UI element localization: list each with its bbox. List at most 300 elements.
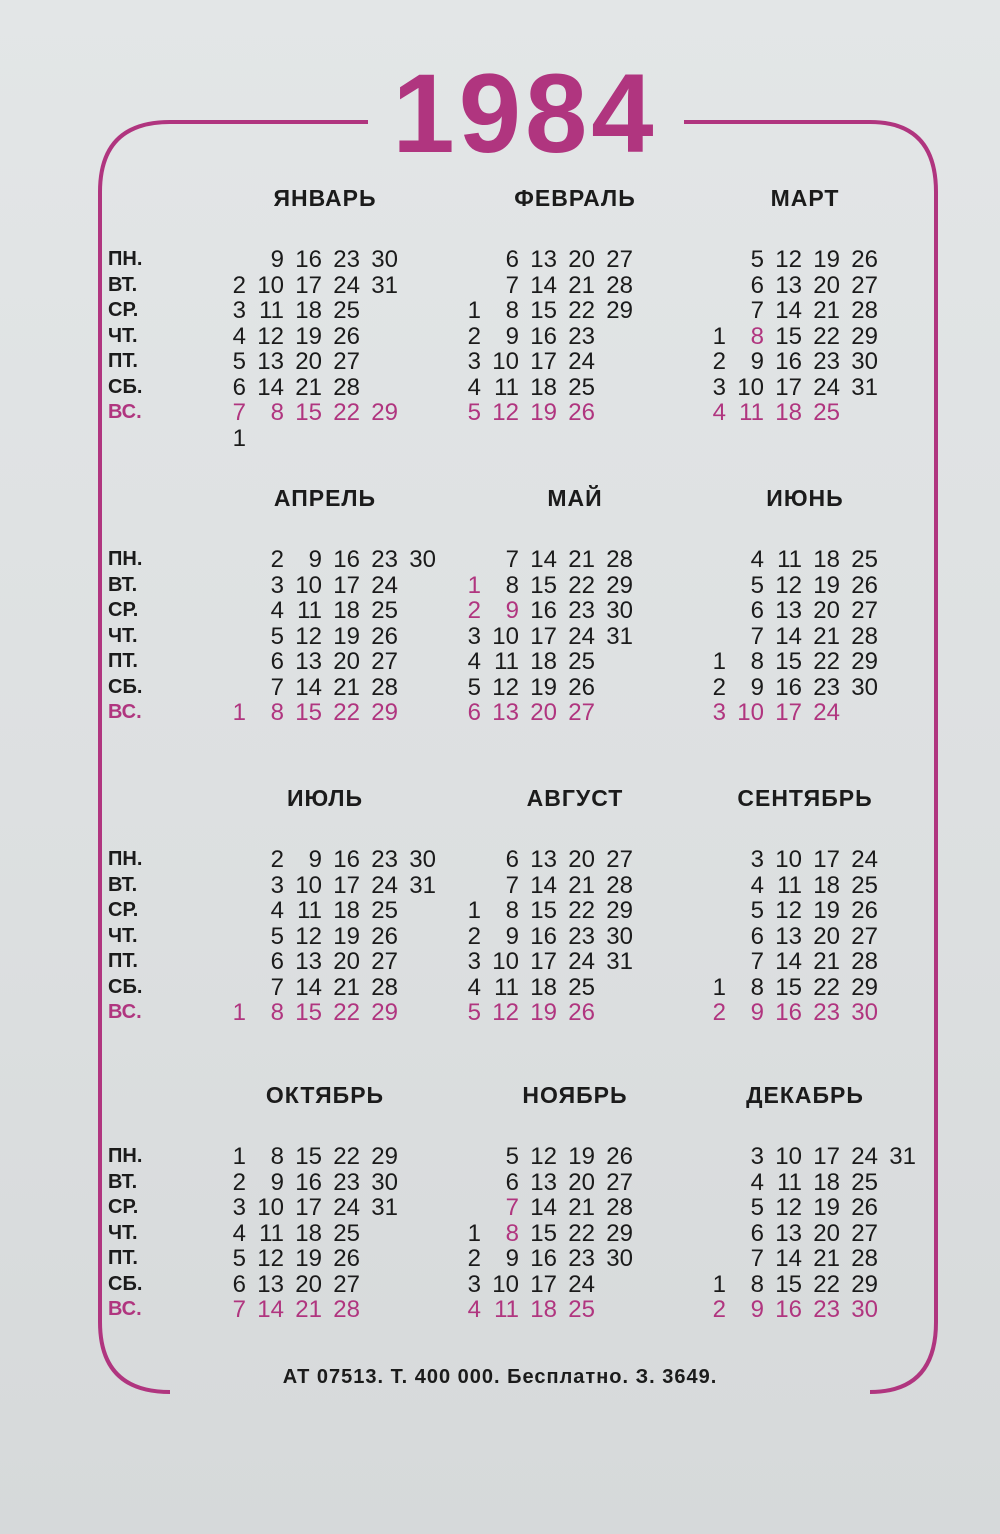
day-cell: 22: [333, 999, 360, 1026]
day-cell: 7: [270, 973, 284, 1001]
month-name: ОКТЯБРЬ: [265, 1082, 385, 1108]
day-cell: 8: [270, 1143, 284, 1170]
day-cell: 7: [505, 271, 519, 299]
day-cell: 15: [295, 1143, 322, 1170]
day-cell: 2: [232, 271, 246, 299]
day-cell: 25: [371, 897, 398, 924]
day-cell: 8: [750, 322, 764, 350]
day-cell: 10: [492, 1270, 519, 1298]
day-cell: 27: [851, 1219, 878, 1247]
day-cell: 22: [813, 648, 840, 675]
day-cell: 21: [295, 373, 322, 401]
day-cell: 6: [270, 648, 284, 675]
day-cell: 20: [530, 699, 557, 726]
day-cell: 27: [333, 1270, 360, 1298]
day-cell: 10: [775, 1143, 802, 1170]
day-cell: 2: [712, 999, 726, 1026]
day-cell: 13: [775, 271, 802, 299]
day-cell: 19: [568, 1143, 595, 1170]
weekday-label: ВС.: [108, 701, 142, 723]
day-cell: 12: [775, 1194, 802, 1221]
day-cell: 9: [750, 673, 764, 701]
day-cell: 23: [568, 597, 595, 624]
weekday-label: СР.: [108, 599, 139, 621]
day-cell: 29: [371, 399, 398, 426]
day-cell: 2: [467, 597, 481, 624]
day-cell: 5: [270, 922, 284, 950]
day-cell: 24: [333, 1194, 360, 1221]
month-name: МАЙ: [547, 485, 603, 511]
day-cell: 18: [295, 297, 322, 324]
day-cell: 14: [257, 373, 284, 401]
month-block-4: [180, 485, 450, 726]
day-cell: 5: [750, 571, 764, 599]
month-block-1: [180, 185, 450, 452]
day-cell: 11: [494, 1296, 519, 1323]
day-cell: 31: [409, 871, 436, 899]
day-cell: 7: [750, 297, 764, 324]
weekday-label: СБ.: [108, 975, 143, 998]
day-cell: 7: [750, 1245, 764, 1272]
day-cell: 26: [568, 673, 595, 701]
weekday-label: ВС.: [108, 1298, 142, 1320]
day-cell: 3: [467, 948, 481, 975]
day-cell: 23: [813, 348, 840, 375]
day-cell: 21: [813, 1245, 840, 1272]
day-cell: 15: [295, 999, 322, 1026]
weekday-labels: [108, 1144, 168, 1323]
day-cell: 20: [295, 348, 322, 375]
weekday-label: ВТ.: [108, 1170, 138, 1193]
weekday-labels: [108, 847, 168, 1026]
day-cell: 10: [737, 373, 764, 401]
day-cell: 7: [505, 546, 519, 573]
day-cell: 30: [409, 846, 436, 873]
day-cell: 23: [813, 1296, 840, 1323]
month-block-2: [455, 185, 725, 426]
day-cell: 11: [777, 871, 802, 899]
weekday-label: ПН.: [108, 548, 143, 570]
day-cell: 9: [270, 246, 284, 273]
day-cell: 28: [333, 1296, 360, 1323]
day-cell: 26: [333, 1245, 360, 1272]
day-cell: 18: [530, 373, 557, 401]
day-cell: 26: [851, 897, 878, 924]
day-cell: 10: [492, 348, 519, 375]
day-cell: 29: [371, 999, 398, 1026]
weekday-label: СБ.: [108, 375, 143, 398]
day-cell: 14: [530, 546, 557, 573]
day-cell: 14: [530, 1194, 557, 1221]
day-cell: 23: [371, 846, 398, 873]
month-name: АПРЕЛЬ: [273, 485, 377, 511]
day-cell: 17: [530, 622, 557, 650]
day-cell: 22: [813, 322, 840, 350]
day-cell: 2: [270, 846, 284, 873]
day-cell: 29: [851, 973, 878, 1001]
day-cell: 20: [295, 1270, 322, 1298]
day-cell: 15: [530, 297, 557, 324]
day-cell: 18: [530, 973, 557, 1001]
day-cell: 18: [775, 399, 802, 426]
day-cell: 11: [259, 1219, 284, 1247]
day-cell: 5: [467, 399, 481, 426]
day-cell: 30: [606, 1245, 633, 1272]
day-cell: 16: [530, 1245, 557, 1272]
day-cell: 9: [505, 597, 519, 624]
month-block-6: [690, 485, 960, 726]
year-title: 1984: [392, 51, 658, 176]
day-cell: 11: [494, 373, 519, 401]
day-cell: 30: [606, 597, 633, 624]
weekday-label: ВТ.: [108, 273, 138, 296]
weekday-label: ПТ.: [108, 650, 138, 672]
day-cell: 22: [568, 571, 595, 599]
day-cell: 29: [371, 1143, 398, 1170]
day-cell: 26: [568, 399, 595, 426]
day-cell: 1: [232, 424, 246, 452]
weekday-label: ЧТ.: [108, 1221, 138, 1244]
day-cell: 19: [530, 399, 557, 426]
day-cell: 2: [232, 1168, 246, 1196]
day-cell: 31: [889, 1143, 916, 1170]
day-cell: 4: [712, 399, 726, 426]
day-cell: 6: [505, 246, 519, 273]
day-cell: 21: [568, 871, 595, 899]
day-cell: 20: [568, 246, 595, 273]
day-cell: 11: [777, 1168, 802, 1196]
day-cell: 25: [813, 399, 840, 426]
day-cell: 12: [492, 673, 519, 701]
day-cell: 27: [371, 648, 398, 675]
day-cell: 10: [492, 948, 519, 975]
day-cell: 13: [775, 597, 802, 624]
day-cell: 17: [775, 699, 802, 726]
day-cell: 25: [568, 373, 595, 401]
day-cell: 27: [851, 922, 878, 950]
day-cell: 15: [775, 648, 802, 675]
day-cell: 3: [467, 348, 481, 375]
day-cell: 11: [739, 399, 764, 426]
day-cell: 24: [371, 871, 398, 899]
day-cell: 8: [270, 999, 284, 1026]
month-block-9: [690, 785, 960, 1026]
day-cell: 15: [530, 1219, 557, 1247]
weekday-label: ПН.: [108, 848, 143, 870]
day-cell: 20: [813, 597, 840, 624]
day-cell: 6: [232, 373, 246, 401]
day-cell: 21: [813, 622, 840, 650]
day-cell: 28: [851, 948, 878, 975]
day-cell: 23: [333, 246, 360, 273]
month-block-10: [180, 1082, 450, 1323]
day-cell: 7: [505, 871, 519, 899]
day-cell: 13: [492, 699, 519, 726]
day-cell: 16: [775, 999, 802, 1026]
day-cell: 24: [851, 1143, 878, 1170]
day-cell: 12: [775, 246, 802, 273]
day-cell: 11: [777, 546, 802, 573]
weekday-label: ЧТ.: [108, 924, 138, 947]
day-cell: 11: [259, 297, 284, 324]
day-cell: 20: [568, 846, 595, 873]
day-cell: 26: [371, 622, 398, 650]
day-cell: 23: [371, 546, 398, 573]
day-cell: 27: [851, 271, 878, 299]
day-cell: 15: [775, 1270, 802, 1298]
day-cell: 19: [530, 673, 557, 701]
day-cell: 10: [295, 571, 322, 599]
day-cell: 2: [712, 673, 726, 701]
day-cell: 9: [750, 1296, 764, 1323]
day-cell: 8: [505, 897, 519, 924]
day-cell: 24: [813, 699, 840, 726]
day-cell: 27: [333, 348, 360, 375]
day-cell: 12: [257, 322, 284, 350]
day-cell: 15: [295, 399, 322, 426]
day-cell: 26: [606, 1143, 633, 1170]
day-cell: 5: [750, 1194, 764, 1221]
weekday-label: ВТ.: [108, 573, 138, 596]
day-cell: 20: [333, 948, 360, 975]
day-cell: 29: [606, 571, 633, 599]
day-cell: 16: [775, 673, 802, 701]
day-cell: 13: [530, 246, 557, 273]
day-cell: 19: [530, 999, 557, 1026]
day-cell: 9: [270, 1168, 284, 1196]
day-cell: 24: [568, 1270, 595, 1298]
day-cell: 20: [813, 271, 840, 299]
day-cell: 3: [750, 1143, 764, 1170]
day-cell: 18: [530, 1296, 557, 1323]
day-cell: 4: [467, 1296, 481, 1323]
weekday-label: СР.: [108, 299, 139, 321]
day-cell: 18: [295, 1219, 322, 1247]
day-cell: 27: [606, 1168, 633, 1196]
day-cell: 4: [750, 871, 764, 899]
day-cell: 1: [467, 571, 481, 599]
day-cell: 30: [606, 922, 633, 950]
month-block-8: [455, 785, 725, 1026]
day-cell: 16: [775, 348, 802, 375]
day-cell: 5: [467, 673, 481, 701]
day-cell: 26: [333, 322, 360, 350]
day-cell: 19: [333, 622, 360, 650]
day-cell: 10: [775, 846, 802, 873]
day-cell: 1: [712, 648, 726, 675]
day-cell: 30: [409, 546, 436, 573]
day-cell: 15: [295, 699, 322, 726]
month-name: ФЕВРАЛЬ: [514, 185, 636, 211]
day-cell: 19: [813, 897, 840, 924]
day-cell: 3: [467, 622, 481, 650]
day-cell: 19: [295, 322, 322, 350]
day-cell: 25: [371, 597, 398, 624]
day-cell: 24: [568, 348, 595, 375]
day-cell: 19: [813, 246, 840, 273]
day-cell: 9: [750, 999, 764, 1026]
day-cell: 23: [568, 922, 595, 950]
weekday-label: ПТ.: [108, 350, 138, 372]
day-cell: 30: [851, 1296, 878, 1323]
day-cell: 2: [270, 546, 284, 573]
month-block-12: [690, 1082, 960, 1323]
day-cell: 28: [371, 673, 398, 701]
day-cell: 8: [505, 297, 519, 324]
day-cell: 22: [333, 399, 360, 426]
day-cell: 28: [371, 973, 398, 1001]
day-cell: 23: [813, 999, 840, 1026]
day-cell: 3: [467, 1270, 481, 1298]
day-cell: 18: [333, 597, 360, 624]
day-cell: 10: [295, 871, 322, 899]
day-cell: 9: [750, 348, 764, 375]
day-cell: 7: [750, 622, 764, 650]
day-cell: 15: [530, 571, 557, 599]
day-cell: 9: [308, 846, 322, 873]
day-cell: 29: [606, 1219, 633, 1247]
day-cell: 26: [851, 246, 878, 273]
day-cell: 23: [568, 1245, 595, 1272]
day-cell: 21: [295, 1296, 322, 1323]
month-name: ЯНВАРЬ: [273, 185, 377, 211]
day-cell: 4: [750, 546, 764, 573]
day-cell: 31: [851, 373, 878, 401]
day-cell: 18: [813, 871, 840, 899]
day-cell: 21: [333, 973, 360, 1001]
day-cell: 4: [467, 373, 481, 401]
day-cell: 17: [333, 571, 360, 599]
day-cell: 6: [467, 699, 481, 726]
day-cell: 15: [775, 322, 802, 350]
month-name: СЕНТЯБРЬ: [737, 785, 873, 811]
day-cell: 4: [270, 597, 284, 624]
day-cell: 24: [333, 271, 360, 299]
day-cell: 17: [333, 871, 360, 899]
day-cell: 21: [568, 271, 595, 299]
weekday-labels: [108, 247, 168, 426]
day-cell: 9: [308, 546, 322, 573]
day-cell: 1: [232, 1143, 246, 1170]
day-cell: 14: [295, 673, 322, 701]
day-cell: 14: [775, 622, 802, 650]
day-cell: 15: [530, 897, 557, 924]
day-cell: 3: [232, 1194, 246, 1221]
day-cell: 3: [712, 699, 726, 726]
day-cell: 6: [505, 846, 519, 873]
day-cell: 24: [851, 846, 878, 873]
day-cell: 21: [813, 297, 840, 324]
day-cell: 27: [606, 846, 633, 873]
day-cell: 24: [568, 948, 595, 975]
day-cell: 1: [467, 1219, 481, 1247]
day-cell: 16: [333, 546, 360, 573]
month-name: ИЮНЬ: [766, 485, 844, 511]
day-cell: 14: [257, 1296, 284, 1323]
weekday-label: ВС.: [108, 401, 142, 423]
day-cell: 5: [270, 622, 284, 650]
day-cell: 21: [813, 948, 840, 975]
day-cell: 14: [295, 973, 322, 1001]
day-cell: 18: [333, 897, 360, 924]
day-cell: 2: [712, 1296, 726, 1323]
day-cell: 21: [568, 546, 595, 573]
weekday-label: ВТ.: [108, 873, 138, 896]
day-cell: 17: [530, 348, 557, 375]
day-cell: 28: [851, 1245, 878, 1272]
day-cell: 7: [232, 399, 246, 426]
day-cell: 14: [775, 297, 802, 324]
day-cell: 29: [851, 648, 878, 675]
day-cell: 25: [568, 1296, 595, 1323]
day-cell: 4: [750, 1168, 764, 1196]
day-cell: 18: [530, 648, 557, 675]
day-cell: 16: [530, 597, 557, 624]
weekday-label: СР.: [108, 1196, 139, 1218]
day-cell: 24: [371, 571, 398, 599]
month-name: АВГУСТ: [526, 785, 624, 811]
day-cell: 4: [232, 1219, 246, 1247]
day-cell: 31: [606, 948, 633, 975]
day-cell: 12: [257, 1245, 284, 1272]
weekday-label: ПТ.: [108, 950, 138, 972]
day-cell: 25: [568, 973, 595, 1001]
day-cell: 7: [232, 1296, 246, 1323]
month-block-7: [180, 785, 450, 1026]
day-cell: 19: [333, 922, 360, 950]
day-cell: 5: [232, 1245, 246, 1272]
day-cell: 8: [750, 648, 764, 675]
day-cell: 12: [775, 571, 802, 599]
day-cell: 8: [750, 973, 764, 1001]
day-cell: 9: [505, 322, 519, 350]
day-cell: 30: [371, 1168, 398, 1196]
day-cell: 1: [232, 699, 246, 726]
day-cell: 2: [467, 922, 481, 950]
day-cell: 20: [813, 1219, 840, 1247]
day-cell: 15: [775, 973, 802, 1001]
day-cell: 16: [530, 922, 557, 950]
day-cell: 28: [851, 297, 878, 324]
day-cell: 3: [270, 571, 284, 599]
day-cell: 29: [851, 1270, 878, 1298]
day-cell: 12: [295, 622, 322, 650]
day-cell: 27: [568, 699, 595, 726]
day-cell: 29: [371, 699, 398, 726]
weekday-label: ЧТ.: [108, 624, 138, 647]
day-cell: 6: [750, 271, 764, 299]
weekday-label: ПН.: [108, 1145, 143, 1167]
day-cell: 24: [568, 622, 595, 650]
day-cell: 7: [750, 948, 764, 975]
day-cell: 18: [813, 1168, 840, 1196]
print-info: АТ 07513. Т. 400 000. Бесплатно. З. 3649.: [282, 1366, 718, 1388]
day-cell: 12: [492, 399, 519, 426]
day-cell: 9: [505, 1245, 519, 1272]
day-cell: 2: [467, 322, 481, 350]
day-cell: 10: [257, 1194, 284, 1221]
day-cell: 14: [530, 871, 557, 899]
day-cell: 20: [568, 1168, 595, 1196]
day-cell: 1: [712, 1270, 726, 1298]
weekday-label: СР.: [108, 899, 139, 921]
day-cell: 7: [270, 673, 284, 701]
day-cell: 23: [568, 322, 595, 350]
day-cell: 16: [530, 322, 557, 350]
day-cell: 29: [851, 322, 878, 350]
day-cell: 8: [750, 1270, 764, 1298]
day-cell: 8: [505, 1219, 519, 1247]
